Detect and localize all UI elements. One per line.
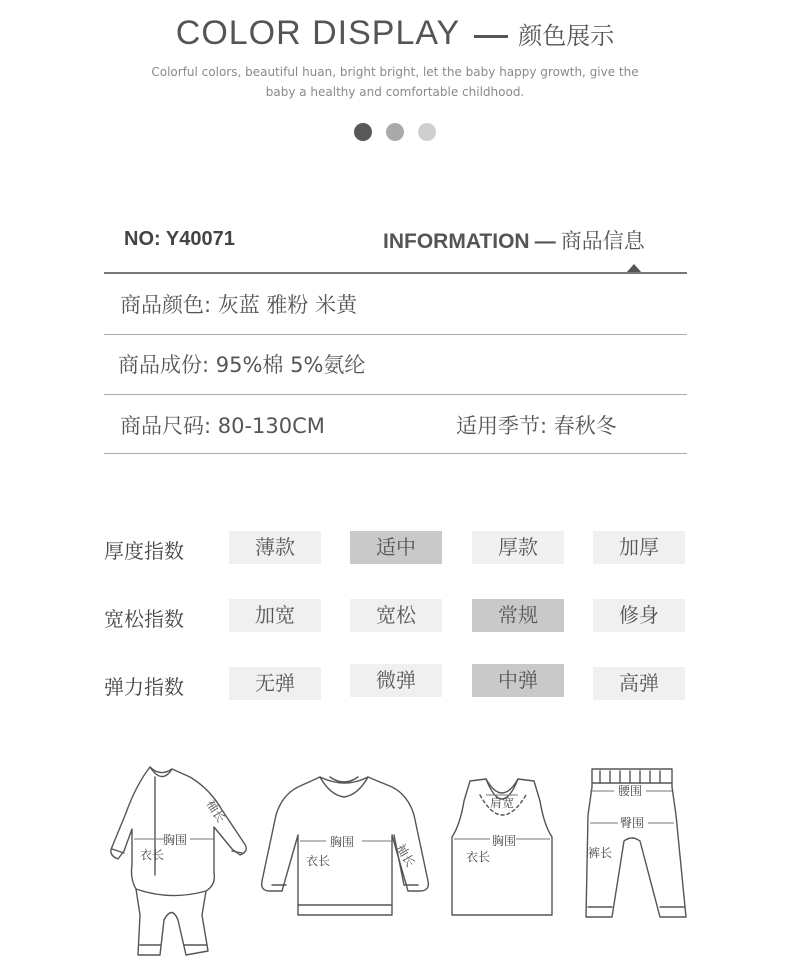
fit-option-wide: 加宽 xyxy=(229,599,321,632)
carousel-dots xyxy=(0,123,790,145)
divider xyxy=(104,272,687,274)
info-row-size: 商品尺码: 80-130CM xyxy=(120,414,325,438)
fit-option-loose: 宽松 xyxy=(350,599,442,632)
subtitle-line-1: Colorful colors, beautiful huan, bright bright, let the baby happy growth, give the xyxy=(151,65,639,79)
vest-chest-label: 胸围 xyxy=(492,834,517,848)
subtitle-line-2: baby a healthy and comfortable childhood. xyxy=(265,85,525,99)
shirt-chest-label: 胸围 xyxy=(330,835,355,849)
vest-length-label: 衣长 xyxy=(466,850,491,864)
divider xyxy=(104,394,687,395)
product-number-value: Y40071 xyxy=(165,228,235,250)
divider xyxy=(104,453,687,454)
elasticity-option-none: 无弹 xyxy=(229,667,321,700)
dot-2[interactable] xyxy=(386,123,404,141)
product-number-label: NO: xyxy=(124,228,161,250)
shirt-length-label: 衣长 xyxy=(306,854,331,868)
information-heading xyxy=(383,225,645,255)
dot-1[interactable] xyxy=(354,123,372,141)
pants-waist-label: 腰围 xyxy=(618,784,643,798)
pants-length-label: 裤长 xyxy=(588,846,613,860)
fit-index-label: 宽松指数 xyxy=(104,607,184,631)
title-cn: 颜色展示 xyxy=(518,22,615,50)
information-heading-dash: — xyxy=(534,230,556,253)
romper-illustration-icon xyxy=(111,767,246,955)
romper-length-label: 衣长 xyxy=(140,848,165,862)
divider xyxy=(104,334,687,335)
elasticity-option-high: 高弹 xyxy=(593,667,685,700)
information-heading-cn: 商品信息 xyxy=(560,229,645,253)
title-dash xyxy=(474,35,508,38)
thickness-option-medium: 适中 xyxy=(350,531,442,564)
elasticity-index-label: 弹力指数 xyxy=(104,675,184,699)
section-title xyxy=(0,14,790,53)
garment-diagrams xyxy=(0,755,790,973)
info-row-season: 适用季节: 春秋冬 xyxy=(456,414,617,438)
information-heading-en: INFORMATION xyxy=(383,230,530,253)
thickness-option-thin: 薄款 xyxy=(229,531,321,564)
vest-shoulder-label: 肩宽 xyxy=(490,796,515,810)
info-row-color: 商品颜色: 灰蓝 雅粉 米黄 xyxy=(120,293,358,317)
shirt-sleeve-label: 袖长 xyxy=(393,841,418,870)
title-en: COLOR DISPLAY xyxy=(175,14,461,52)
section-subtitle xyxy=(140,62,650,102)
info-row-material: 商品成份: 95%棉 5%氨纶 xyxy=(118,353,366,377)
thickness-option-extra-thick: 加厚 xyxy=(593,531,685,564)
product-number xyxy=(124,228,235,251)
thickness-option-thick: 厚款 xyxy=(472,531,564,564)
fit-option-slim: 修身 xyxy=(593,599,685,632)
elasticity-option-slight: 微弹 xyxy=(350,664,442,697)
romper-chest-label: 胸围 xyxy=(163,833,188,847)
pants-hip-label: 臀围 xyxy=(620,816,645,830)
dot-3[interactable] xyxy=(418,123,436,141)
romper-sleeve-label: 袖长 xyxy=(203,797,229,825)
elasticity-option-medium: 中弹 xyxy=(472,664,564,697)
thickness-index-label: 厚度指数 xyxy=(104,539,184,563)
fit-option-regular: 常规 xyxy=(472,599,564,632)
